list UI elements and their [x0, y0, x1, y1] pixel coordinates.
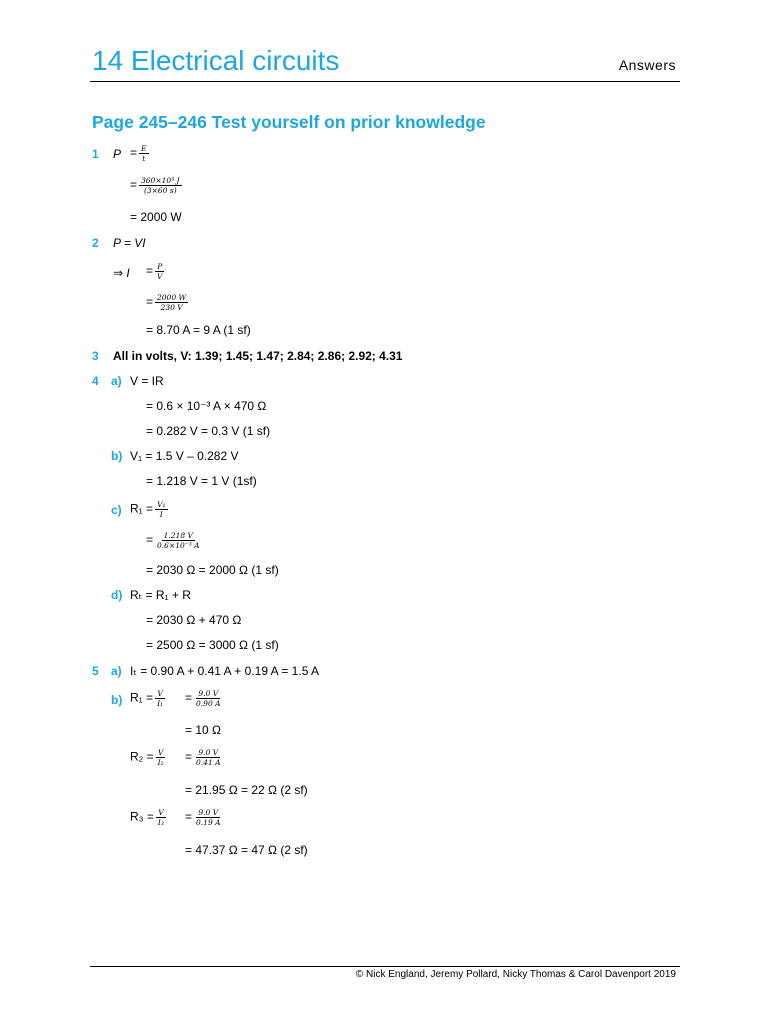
- q1-fraction-1: [139, 144, 148, 163]
- q1-var: P: [113, 147, 122, 161]
- q4a-line1: V = IR: [130, 374, 164, 388]
- q4a-line2: = 0.6 × 10⁻³ A × 470 Ω: [146, 399, 267, 413]
- q1-eq: =: [130, 145, 138, 160]
- q2-step2: [146, 293, 188, 312]
- q5b-r3-f2d: 0.19 A: [196, 818, 221, 827]
- q4c-step1: [130, 500, 168, 519]
- q2-arrow: ⇒ I: [113, 266, 130, 280]
- q5b-r2-fn: V: [157, 748, 164, 757]
- q5b-label: b): [111, 693, 123, 707]
- q5b-r2-eq2: =: [185, 749, 193, 764]
- q1-f2-num: 360×10³ J: [141, 176, 180, 185]
- q3-number: 3: [92, 349, 99, 363]
- q4-number: 4: [92, 374, 99, 388]
- q4b-line2: = 1.218 V = 1 V (1sf): [146, 474, 257, 488]
- q4c-fraction-2: [155, 531, 202, 550]
- q2-eq: =: [146, 263, 154, 278]
- q5b-r1-result: = 10 Ω: [185, 723, 221, 737]
- q4c-f2-num: 1.218 V: [163, 531, 193, 540]
- footer-divider: [90, 966, 680, 967]
- q4c-eq: =: [146, 532, 154, 547]
- page-title: 14 Electrical circuits: [92, 45, 340, 76]
- q5b-r2-f2d: 0.41 A: [196, 758, 221, 767]
- q4a-label: a): [111, 374, 122, 388]
- q1-result: = 2000 W: [130, 210, 182, 224]
- q2-result: = 8.70 A = 9 A (1 sf): [146, 323, 251, 337]
- q1-number: 1: [92, 147, 99, 161]
- q5b-r3-fn: V: [158, 808, 164, 817]
- q5b-r3-rhs: [185, 808, 223, 827]
- q1-fraction-2: [139, 176, 182, 195]
- q5b-r3-fd: I₃: [157, 818, 164, 827]
- q5b-r3-fraction-2: [194, 808, 223, 827]
- q2-eq2: =: [146, 294, 154, 309]
- q2-f2-den: 230 V: [160, 303, 183, 312]
- q5b-r1-f2n: 9.0 V: [198, 689, 219, 698]
- q5b-r2-fraction-2: [194, 748, 223, 767]
- q3-text: All in volts, V: 1.39; 1.45; 1.47; 2.84; 2.86; 2.92; 4.31: [113, 349, 403, 363]
- q4b-label: b): [111, 449, 123, 463]
- q1-step2: [130, 176, 182, 195]
- q5b-r1-fd: I₁: [157, 699, 164, 708]
- header-answers-label: Answers: [618, 57, 676, 73]
- q4c-line3: = 2030 Ω = 2000 Ω (1 sf): [146, 563, 279, 577]
- q1-eq2: =: [130, 177, 138, 192]
- q5b-r1-fn: V: [157, 689, 163, 698]
- q4a-line3: = 0.282 V = 0.3 V (1 sf): [146, 424, 271, 438]
- q2-number: 2: [92, 236, 99, 250]
- q4c-step2: [146, 531, 202, 550]
- q4c-f1-num: V₁: [157, 500, 166, 509]
- q5b-r2-lhs: [130, 748, 166, 767]
- q5a-label: a): [111, 664, 122, 678]
- q5b-r1-f2d: 0.90 A: [196, 699, 221, 708]
- q5b-r3-fraction: [156, 808, 166, 827]
- q4d-line1: Rₜ = R₁ + R: [130, 588, 191, 602]
- q2-line1: P = VI: [113, 236, 146, 250]
- q5b-r2-result: = 21.95 Ω = 22 Ω (2 sf): [185, 783, 308, 797]
- q2-f1-den: V: [157, 272, 163, 281]
- q2-f1-num: P: [157, 262, 163, 271]
- q5b-r3-f2n: 9.0 V: [198, 808, 219, 817]
- q5b-r2-fraction: [156, 748, 166, 767]
- q4c-lhs: R₁ =: [130, 501, 154, 516]
- q4c-f1-den: I: [159, 510, 163, 519]
- q1-f2-den: (3×60 s): [143, 186, 177, 195]
- q1-f1-den: t: [142, 154, 146, 163]
- q5b-r1-fraction-2: [194, 689, 223, 708]
- q5-number: 5: [92, 664, 99, 678]
- q4c-f2-den: 0.6×10⁻³ A: [157, 541, 200, 550]
- q5b-r2-fd: I₂: [157, 758, 164, 767]
- q1-step1: [130, 144, 149, 163]
- q4d-line3: = 2500 Ω = 3000 Ω (1 sf): [146, 638, 279, 652]
- q4c-fraction-1: [155, 500, 167, 519]
- q5b-r2-rhs: [185, 748, 223, 767]
- q2-fraction-2: [155, 293, 188, 312]
- q5b-r2-eq: R₂ =: [130, 749, 154, 764]
- q4d-label: d): [111, 588, 123, 602]
- q2-f2-num: 2000 W: [157, 293, 187, 302]
- footer-copyright: © Nick England, Jeremy Pollard, Nicky Thomas & Carol Davenport 2019: [355, 969, 676, 980]
- q1-f1-num: E: [141, 144, 147, 153]
- q5b-r1-eq: R₁ =: [130, 690, 154, 705]
- q4d-line2: = 2030 Ω + 470 Ω: [146, 613, 242, 627]
- header-divider: [90, 81, 680, 82]
- q5b-r1-rhs: [185, 689, 223, 708]
- q5b-r2-f2n: 9.0 V: [198, 748, 219, 757]
- q5b-r1-fraction: [155, 689, 165, 708]
- section-title: Page 245–246 Test yourself on prior knowledge: [92, 112, 486, 132]
- q4c-label: c): [111, 503, 122, 517]
- q5a-text: Iₜ = 0.90 A + 0.41 A + 0.19 A = 1.5 A: [130, 664, 320, 678]
- q5b-r3-eq: R₃ =: [130, 809, 154, 824]
- q5b-r3-eq2: =: [185, 809, 193, 824]
- q2-step1: [146, 262, 164, 281]
- q5b-r3-result: = 47.37 Ω = 47 Ω (2 sf): [185, 843, 308, 857]
- q4b-line1: V₁ = 1.5 V – 0.282 V: [130, 449, 239, 463]
- q5b-r1-lhs: [130, 689, 165, 708]
- q5b-r3-lhs: [130, 808, 166, 827]
- q2-fraction-1: [155, 262, 164, 281]
- q5b-r1-eq2: =: [185, 690, 193, 705]
